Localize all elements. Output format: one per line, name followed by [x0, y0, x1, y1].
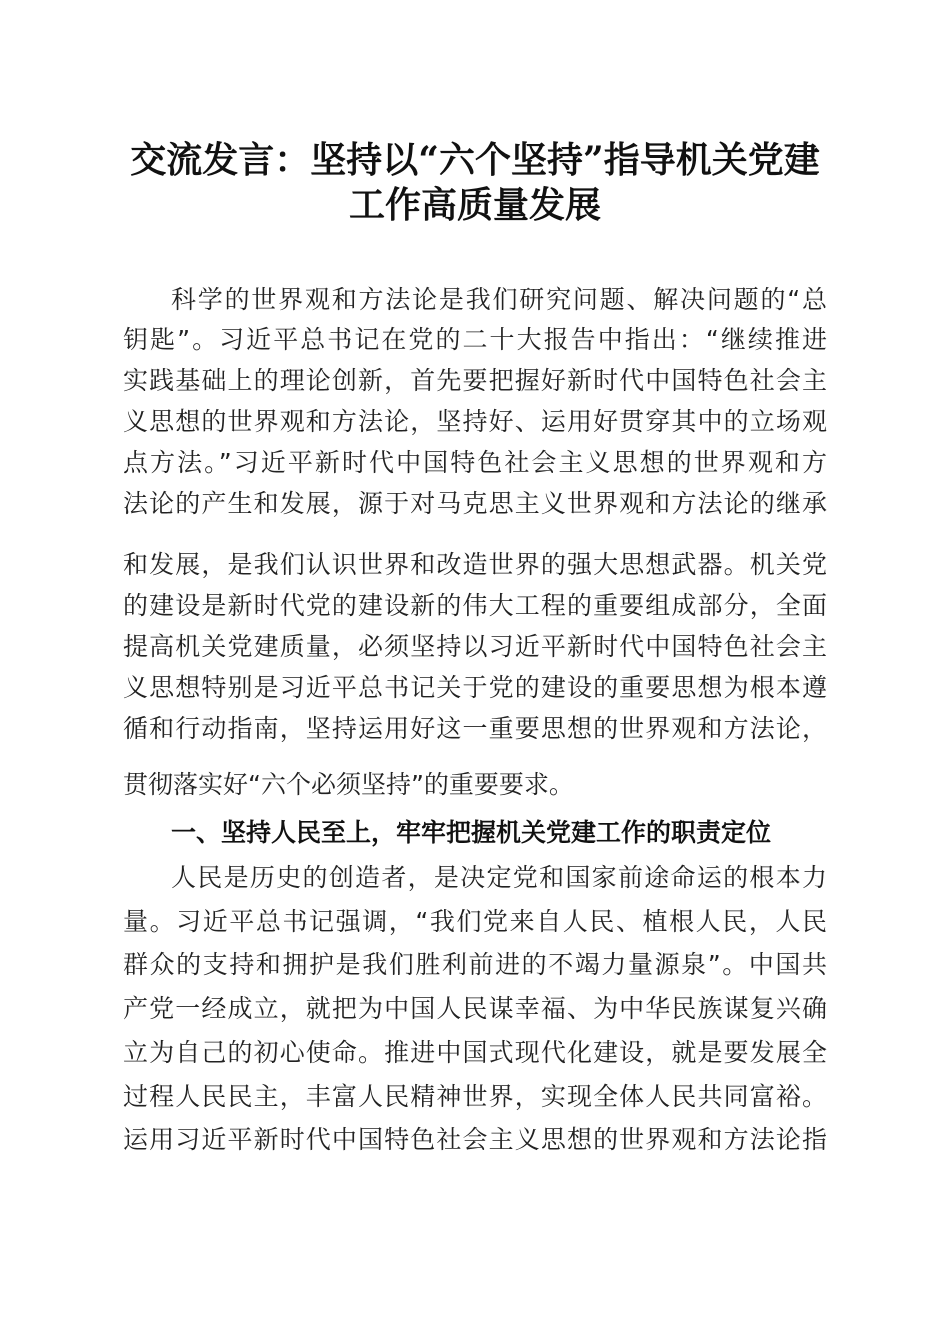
text-line: 过程人民民主，丰富人民精神世界，实现全体人民共同富裕。 [123, 1082, 827, 1111]
text-line: 产党一经成立，就把为中国人民谋幸福、为中华民族谋复兴确 [123, 994, 827, 1023]
text-line: 钥匙”。习近平总书记在党的二十大报告中指出：“继续推进 [123, 325, 827, 354]
text-line: 实践基础上的理论创新，首先要把握好新时代中国特色社会主 [123, 366, 827, 395]
text-line: 提高机关党建质量，必须坚持以习近平新时代中国特色社会主 [123, 632, 827, 661]
text-line: 和发展，是我们认识世界和改造世界的强大思想武器。机关党 [123, 550, 827, 579]
text-line: 循和行动指南，坚持运用好这一重要思想的世界观和方法论， [123, 714, 827, 743]
text-line: 义思想特别是习近平总书记关于党的建设的重要思想为根本遵 [123, 673, 827, 702]
text-line: 的建设是新时代党的建设新的伟大工程的重要组成部分，全面 [123, 591, 827, 620]
text-line: 人民是历史的创造者，是决定党和国家前途命运的根本力 [171, 863, 827, 892]
text-line: 群众的支持和拥护是我们胜利前进的不竭力量源泉”。中国共 [123, 950, 827, 979]
document-title-line-1: 交流发言：坚持以“六个坚持”指导机关党建 [130, 139, 820, 181]
text-line: 点方法。”习近平新时代中国特色社会主义思想的世界观和方 [123, 448, 827, 477]
section-heading: 一、坚持人民至上，牢牢把握机关党建工作的职责定位 [171, 818, 772, 847]
text-line: 运用习近平新时代中国特色社会主义思想的世界观和方法论指 [123, 1125, 827, 1154]
text-line: 法论的产生和发展，源于对马克思主义世界观和方法论的继承 [123, 489, 827, 518]
text-line: 义思想的世界观和方法论，坚持好、运用好贯穿其中的立场观 [123, 407, 827, 436]
text-line: 科学的世界观和方法论是我们研究问题、解决问题的“总 [171, 285, 827, 314]
document-title-line-2: 工作高质量发展 [348, 184, 601, 226]
text-line: 量。习近平总书记强调，“我们党来自人民、植根人民，人民 [123, 907, 827, 936]
text-line: 立为自己的初心使命。推进中国式现代化建设，就是要发展全 [123, 1038, 827, 1067]
text-line: 贯彻落实好“六个必须坚持”的重要要求。 [123, 770, 574, 799]
